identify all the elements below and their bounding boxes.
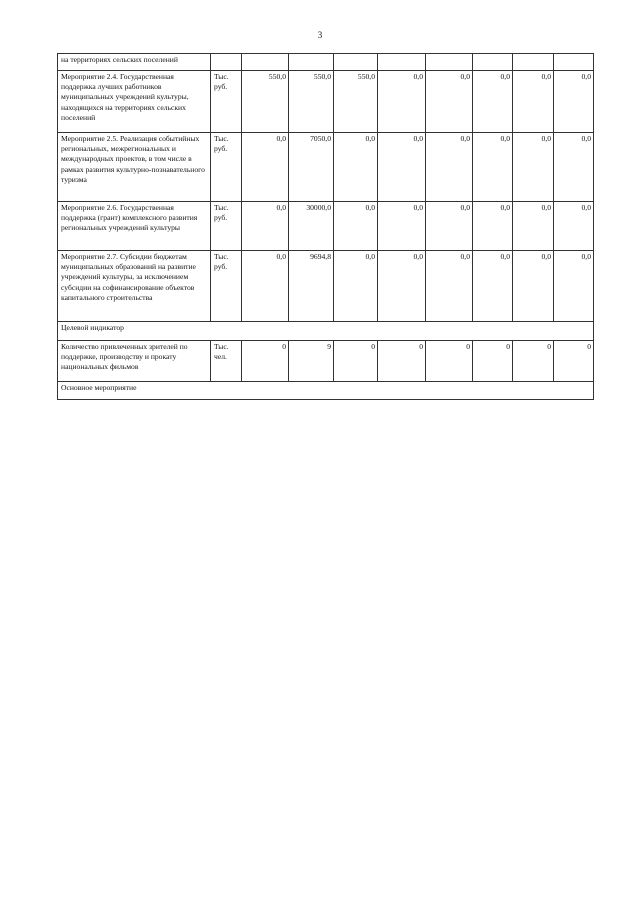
value-cell: 0,0 bbox=[513, 71, 554, 133]
table-row bbox=[58, 341, 594, 382]
value-cell: 0,0 bbox=[426, 71, 473, 133]
value-cell: 0,0 bbox=[242, 133, 289, 202]
value-cell: 0,0 bbox=[378, 71, 426, 133]
activity-name-cell: Количество привлеченных зрителей по поддержке, производству и прокату национальных фильмов bbox=[58, 341, 211, 382]
value-cell bbox=[242, 54, 289, 71]
unit-cell: Тыс. руб. bbox=[211, 71, 242, 133]
value-cell: 0,0 bbox=[426, 133, 473, 202]
value-cell: 0,0 bbox=[513, 251, 554, 322]
value-cell: 0 bbox=[554, 341, 594, 382]
value-cell bbox=[334, 54, 378, 71]
value-cell: 0,0 bbox=[513, 202, 554, 251]
section-title: Целевой индикатор bbox=[58, 322, 594, 341]
value-cell: 0,0 bbox=[334, 251, 378, 322]
value-cell: 0,0 bbox=[513, 133, 554, 202]
value-cell: 550,0 bbox=[289, 71, 334, 133]
value-cell: 0,0 bbox=[473, 251, 513, 322]
value-cell: 0 bbox=[473, 341, 513, 382]
table-row bbox=[58, 54, 594, 71]
value-cell: 0,0 bbox=[426, 202, 473, 251]
value-cell: 0,0 bbox=[378, 133, 426, 202]
value-cell: 0 bbox=[426, 341, 473, 382]
value-cell: 550,0 bbox=[334, 71, 378, 133]
value-cell bbox=[426, 54, 473, 71]
value-cell: 0,0 bbox=[378, 202, 426, 251]
activity-name-cell: на территориях сельских поселений bbox=[58, 54, 211, 71]
value-cell: 9694,8 bbox=[289, 251, 334, 322]
value-cell bbox=[513, 54, 554, 71]
value-cell: 0,0 bbox=[554, 71, 594, 133]
unit-cell bbox=[211, 54, 242, 71]
table-row bbox=[58, 251, 594, 322]
value-cell: 0,0 bbox=[242, 202, 289, 251]
unit-cell: Тыс. чел. bbox=[211, 341, 242, 382]
value-cell: 0 bbox=[242, 341, 289, 382]
activity-name-cell: Мероприятие 2.7. Субсидии бюджетам муниципальных образований на развитие учреждений культуры, за исключением субсидии на софинансирование объектов капитального строительства bbox=[58, 251, 211, 322]
value-cell: 0,0 bbox=[554, 251, 594, 322]
value-cell: 0,0 bbox=[378, 251, 426, 322]
unit-cell: Тыс. руб. bbox=[211, 133, 242, 202]
table-row bbox=[58, 71, 594, 133]
value-cell: 7050,0 bbox=[289, 133, 334, 202]
budget-table bbox=[57, 53, 594, 400]
value-cell: 0,0 bbox=[334, 202, 378, 251]
value-cell: 0 bbox=[334, 341, 378, 382]
value-cell: 0 bbox=[378, 341, 426, 382]
value-cell bbox=[289, 54, 334, 71]
value-cell: 30000,0 bbox=[289, 202, 334, 251]
section-title: Основное мероприятие bbox=[58, 382, 594, 400]
unit-cell: Тыс. руб. bbox=[211, 202, 242, 251]
value-cell: 0,0 bbox=[473, 71, 513, 133]
value-cell: 0,0 bbox=[554, 133, 594, 202]
activity-name-cell: Мероприятие 2.6. Государственная поддержка (грант) комплексного развития региональных учреждений культуры bbox=[58, 202, 211, 251]
table-row bbox=[58, 202, 594, 251]
activity-name-cell: Мероприятие 2.4. Государственная поддержка лучших работников муниципальных учреждений культуры, находящихся на территориях сельских поселений bbox=[58, 71, 211, 133]
value-cell: 0,0 bbox=[554, 202, 594, 251]
value-cell: 9 bbox=[289, 341, 334, 382]
value-cell bbox=[473, 54, 513, 71]
section-row bbox=[58, 322, 594, 341]
value-cell: 550,0 bbox=[242, 71, 289, 133]
section-row bbox=[58, 382, 594, 400]
value-cell: 0,0 bbox=[426, 251, 473, 322]
value-cell: 0,0 bbox=[473, 202, 513, 251]
page-number: 3 bbox=[317, 30, 323, 40]
value-cell: 0,0 bbox=[473, 133, 513, 202]
activity-name-cell: Мероприятие 2.5. Реализация событийных региональных, межрегиональных и международных проектов, в том числе в рамках развития культурно-познавательного туризма bbox=[58, 133, 211, 202]
value-cell bbox=[378, 54, 426, 71]
unit-cell: Тыс. руб. bbox=[211, 251, 242, 322]
value-cell bbox=[554, 54, 594, 71]
value-cell: 0,0 bbox=[242, 251, 289, 322]
table-row bbox=[58, 133, 594, 202]
value-cell: 0,0 bbox=[334, 133, 378, 202]
value-cell: 0 bbox=[513, 341, 554, 382]
